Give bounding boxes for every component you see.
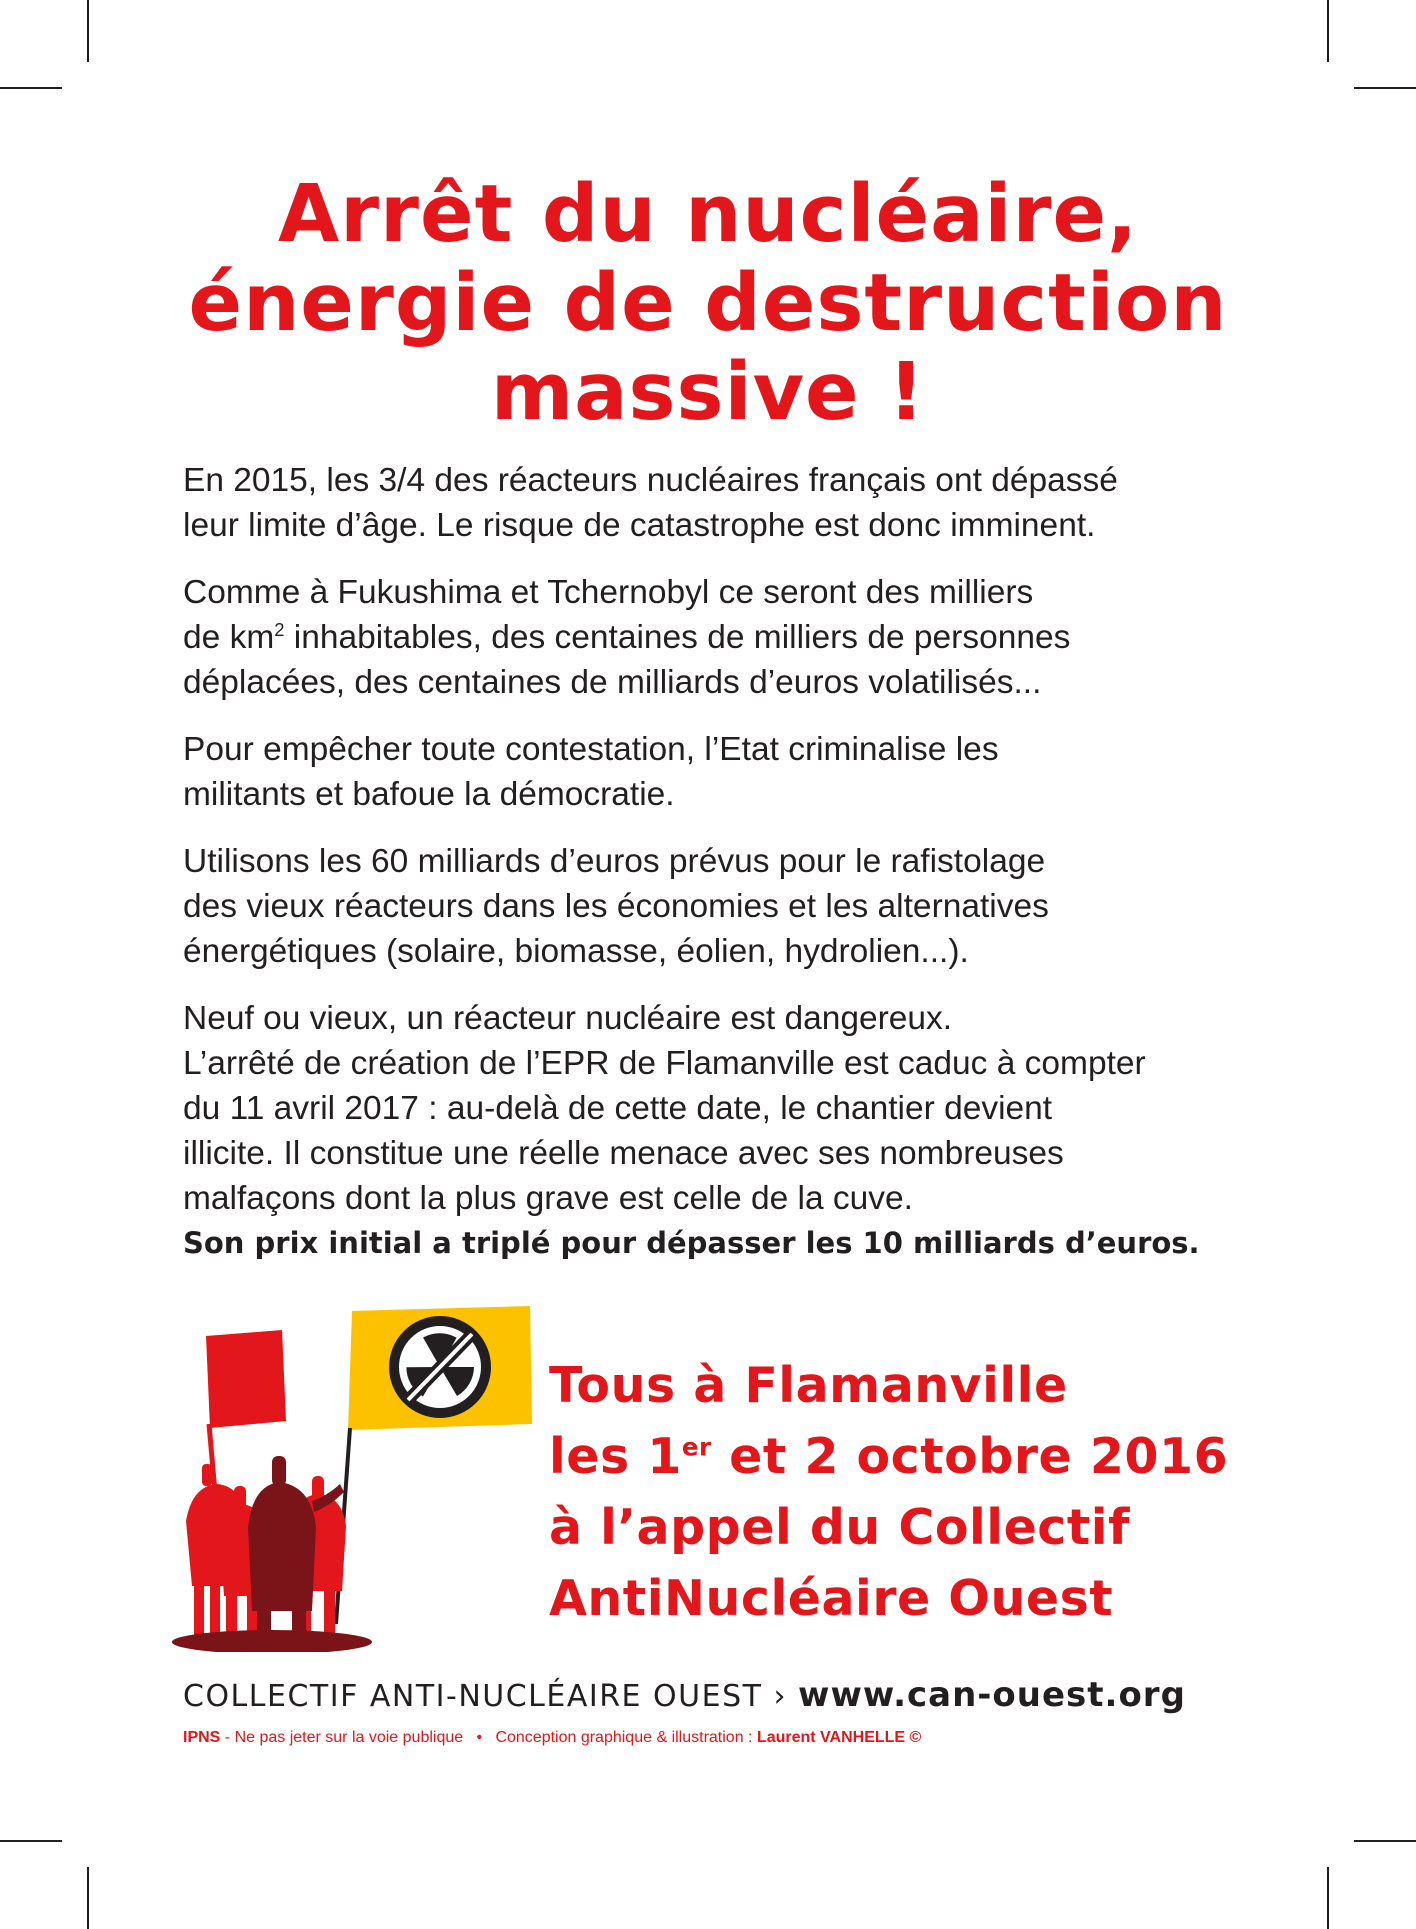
cta-line: à l’appel du Collectif xyxy=(549,1499,1130,1556)
crop-mark xyxy=(1327,0,1329,62)
ipns-text: - Ne pas jeter sur la voie publique xyxy=(220,1729,464,1746)
cta-line: AntiNucléaire Ouest xyxy=(549,1570,1114,1627)
text-fragment: les 1 xyxy=(549,1428,682,1485)
text-line: déplacées, des centaines de milliards d’euros volatilisés... xyxy=(183,664,1042,701)
paragraph xyxy=(183,570,1263,705)
paragraph xyxy=(183,996,1263,1266)
page-title xyxy=(150,170,1266,437)
cta-line: Tous à Flamanville xyxy=(549,1357,1068,1414)
title-line: énergie de destruction xyxy=(188,257,1228,349)
footer xyxy=(183,1673,1186,1719)
credits xyxy=(183,1727,921,1749)
paragraph xyxy=(183,458,1263,548)
no-nuclear-symbol-icon xyxy=(394,1321,486,1413)
text-line: Neuf ou vieux, un réacteur nucléaire est dangereux. xyxy=(183,1000,953,1037)
text-fragment: inhabitables, des centaines de milliers de personnes xyxy=(284,619,1071,656)
text-fragment: et 2 octobre 2016 xyxy=(711,1428,1229,1485)
ipns-label: IPNS xyxy=(183,1729,221,1746)
organization-name: COLLECTIF ANTI-NUCLÉAIRE OUEST xyxy=(183,1679,763,1714)
crop-mark xyxy=(0,87,62,89)
paragraph xyxy=(183,727,1263,817)
separator: • xyxy=(476,1729,483,1746)
crop-mark xyxy=(87,0,89,62)
text-line xyxy=(183,615,1263,660)
bold-statement: Son prix initial a triplé pour dépasser les 10 milliards d’euros. xyxy=(183,1226,1200,1260)
text-line: Comme à Fukushima et Tchernobyl ce seront des milliers xyxy=(183,574,1034,611)
protesters-with-flags-illustration xyxy=(172,1306,548,1652)
text-line: malfaçons dont la plus grave est celle de la cuve. xyxy=(183,1180,913,1217)
text-line: illicite. Il constitue une réelle menace avec ses nombreuses xyxy=(183,1135,1064,1172)
chevron-right-icon: › xyxy=(773,1679,787,1714)
call-to-action xyxy=(549,1350,1249,1634)
text-line: Pour empêcher toute contestation, l’Etat criminalise les xyxy=(183,731,999,768)
text-line: En 2015, les 3/4 des réacteurs nucléaires français ont dépassé xyxy=(183,462,1118,499)
crop-mark xyxy=(87,1867,89,1929)
paragraph xyxy=(183,839,1263,974)
title-line: Arrêt du nucléaire, xyxy=(277,168,1139,260)
crop-mark xyxy=(1354,1840,1416,1842)
red-flag xyxy=(206,1330,286,1428)
author-name: Laurent VANHELLE © xyxy=(756,1729,922,1746)
crop-mark xyxy=(0,1840,62,1842)
text-fragment: de km xyxy=(183,619,275,656)
text-line: leur limite d’âge. Le risque de catastrophe est donc imminent. xyxy=(183,507,1096,544)
crop-mark xyxy=(1327,1867,1329,1929)
text-line: L’arrêté de création de l’EPR de Flamanville est caduc à compter xyxy=(183,1045,1146,1082)
text-line: militants et bafoue la démocratie. xyxy=(183,776,675,813)
text-line: des vieux réacteurs dans les économies et les alternatives xyxy=(183,888,1049,925)
crop-mark xyxy=(1354,87,1416,89)
title-line: massive ! xyxy=(490,346,926,438)
superscript: er xyxy=(681,1432,712,1462)
text-line: énergétiques (solaire, biomasse, éolien, hydrolien...). xyxy=(183,933,969,970)
body-text xyxy=(183,458,1263,1288)
text-line: du 11 avril 2017 : au-delà de cette date, le chantier devient xyxy=(183,1090,1053,1127)
cta-line xyxy=(549,1421,1249,1492)
superscript: 2 xyxy=(274,618,285,640)
design-credit: Conception graphique & illustration : xyxy=(495,1729,757,1746)
website-link[interactable]: www.can-ouest.org xyxy=(798,1675,1186,1715)
text-line: Utilisons les 60 milliards d’euros prévus pour le rafistolage xyxy=(183,843,1046,880)
